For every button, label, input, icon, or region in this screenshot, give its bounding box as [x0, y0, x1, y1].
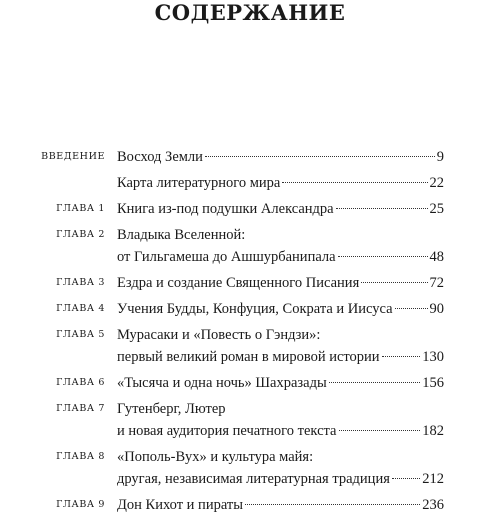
- dot-leader: [205, 156, 435, 157]
- entry-title: «Тысяча и одна ночь» Шахразады: [117, 375, 327, 391]
- dot-leader: [282, 182, 427, 183]
- entry-label: ГЛАВА 1: [56, 203, 105, 214]
- page-number: 48: [429, 249, 444, 265]
- entry-label: ГЛАВА 7: [56, 403, 105, 414]
- entry-title-line: [117, 446, 444, 468]
- entry-label: ГЛАВА 8: [56, 451, 105, 462]
- entry-title-line: [117, 246, 444, 268]
- entry-title: Владыка Вселенной:: [117, 227, 246, 243]
- entry-label: ВВЕДЕНИЕ: [41, 151, 105, 162]
- entry-title: Ездра и создание Священного Писания: [117, 275, 360, 291]
- entry-title: первый великий роман в мировой истории: [117, 349, 380, 365]
- entry-label: ГЛАВА 9: [56, 499, 105, 510]
- dot-leader: [392, 478, 420, 479]
- entry-label: ГЛАВА 4: [56, 303, 105, 314]
- entry-title-line: [117, 468, 444, 490]
- dot-leader: [338, 256, 428, 257]
- entry-label: ГЛАВА 3: [56, 277, 105, 288]
- entry-title: Мурасаки и «Повесть о Гэндзи»:: [117, 327, 321, 343]
- entry-label: ГЛАВА 2: [56, 229, 105, 240]
- page-number: 156: [422, 375, 444, 391]
- entry-title: Восход Земли: [117, 149, 203, 165]
- entry-title-line: [117, 224, 444, 246]
- entry-title: Учения Будды, Конфуция, Сократа и Иисуса: [117, 301, 393, 317]
- entry-label: ГЛАВА 5: [56, 329, 105, 340]
- entry-title: Гутенберг, Лютер: [117, 401, 226, 417]
- entry-title-line: [117, 324, 444, 346]
- page-number: 22: [429, 175, 444, 191]
- dot-leader: [339, 430, 421, 431]
- dot-leader: [245, 504, 420, 505]
- entry-title: Карта литературного мира: [117, 175, 281, 191]
- entry-title-line: [117, 272, 444, 294]
- entry-title-line: [117, 298, 444, 320]
- page-number: 130: [422, 349, 444, 365]
- page-number: 90: [429, 301, 444, 317]
- entry-title: Книга из-под подушки Александра: [117, 201, 334, 217]
- entry-title: и новая аудитория печатного текста: [117, 423, 337, 439]
- entry-title: другая, независимая литературная традиция: [117, 471, 390, 487]
- dot-leader: [336, 208, 428, 209]
- page-number: 182: [422, 423, 444, 439]
- entry-title-line: [117, 172, 444, 194]
- entry-title-line: [117, 372, 444, 394]
- dot-leader: [382, 356, 421, 357]
- dot-leader: [329, 382, 421, 383]
- page-number: 212: [422, 471, 444, 487]
- entry-title-line: [117, 346, 444, 368]
- entry-title-line: [117, 198, 444, 220]
- entry-label: ГЛАВА 6: [56, 377, 105, 388]
- entry-title-line: [117, 420, 444, 442]
- page-number: 236: [422, 497, 444, 513]
- entry-title-line: [117, 494, 444, 516]
- entry-title: от Гильгамеша до Ашшурбанипала: [117, 249, 336, 265]
- entry-title: Дон Кихот и пираты: [117, 497, 243, 513]
- entry-title-line: [117, 146, 444, 168]
- entry-title: «Пополь-Вух» и культура майя:: [117, 449, 314, 465]
- page-number: 9: [436, 149, 444, 165]
- dot-leader: [361, 282, 427, 283]
- page-title: СОДЕРЖАНИЕ: [154, 0, 346, 25]
- entry-title-line: [117, 398, 444, 420]
- page-number: 72: [429, 275, 444, 291]
- page-number: 25: [429, 201, 444, 217]
- dot-leader: [395, 308, 428, 309]
